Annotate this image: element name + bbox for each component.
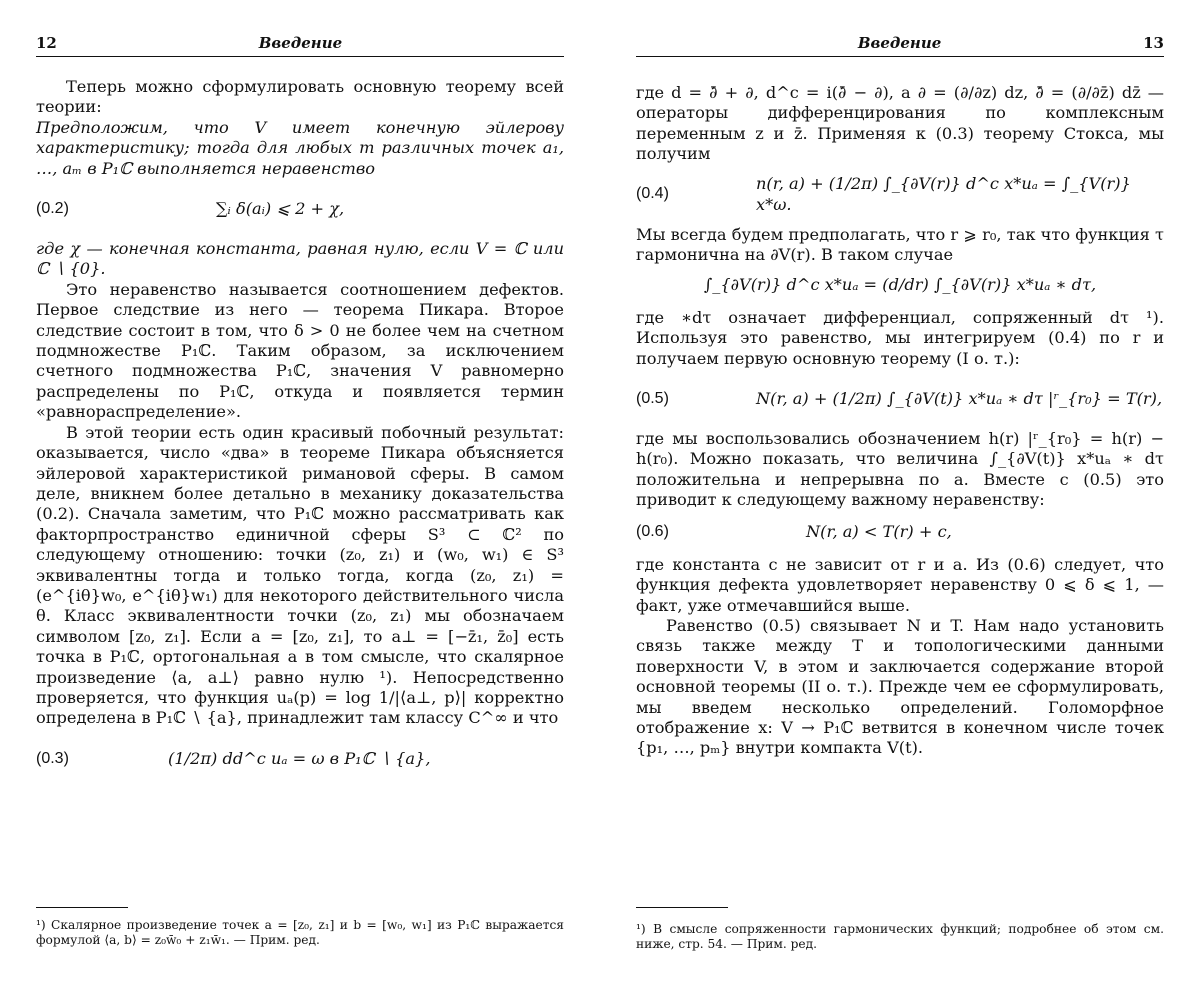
equation-body: n(r, a) + (1/2π) ∫_{∂V(r)} d^c x*uₐ = ∫_{V(r)} x*ω. xyxy=(756,174,1131,214)
equation-0-3 xyxy=(36,733,564,785)
footnote-rule xyxy=(36,907,128,908)
paragraph: где χ — конечная константа, равная нулю, если V = ℂ или ℂ ∖ {0}. xyxy=(36,239,564,279)
left-footnote: ¹) Скалярное произведение точек a = [z₀, z₁] и b = [w₀, w₁] из P₁ℂ выражается формулой ⟨a, b⟩ = z₀w̄₀ + z₁w̄₁. — Прим. ред. xyxy=(36,918,564,947)
right-body xyxy=(636,83,1164,759)
equation-label: (0.5) xyxy=(636,389,669,407)
paragraph: Мы всегда будем предполагать, что r ⩾ r₀, так что функция τ гармонична на ∂V(r). В таком случае xyxy=(636,224,1164,265)
equation-0-6 xyxy=(636,515,1164,551)
paragraph: В этой теории есть один красивый побочный результат: оказывается, число «два» в теореме Пикара объясняется эйлеровой характеристикой римановой сферы. В самом деле, вникнем более детально в механику доказательства (0.2). Сначала заметим, что P₁ℂ можно рассматривать как факторпространство единичной сферы S³ ⊂ ℂ² по следующему отношению: точки (z₀, z₁) и (w₀, w₁) ∈ S³ эквивалентны тогда и только тогда, когда (z₀, z₁) = (e^{iθ}w₀, e^{iθ}w₁) для некоторого действительного числа θ. Класс эквивалентности точки (z₀, z₁) мы обозначаем символом [z₀, z₁]. Если a = [z₀, z₁], то a⊥ = [−z̄₁, z̄₀] есть точка в P₁ℂ, ортогональная a в том смысле, что скалярное произведение ⟨a, a⊥⟩ равно нулю ¹). Непосредственно проверяется, что функция uₐ(p) = log 1/|⟨a⊥, p⟩| корректно определена в P₁ℂ ∖ {a}, принадлежит там классу C^∞ и что xyxy=(36,422,564,728)
equation-body: (1/2π) dd^c uₐ = ω в P₁ℂ ∖ {a}, xyxy=(168,748,431,768)
right-running-title: Введение xyxy=(857,34,942,52)
paragraph: где d = ∂̄ + ∂, d^c = i(∂̄ − ∂), а ∂ = (∂/∂z) dz, ∂̄ = (∂/∂z̄) dz̄ — операторы дифференцирования по комплексным переменным z и z̄. Применяя к (0.3) теорему Стокса, мы получим xyxy=(636,83,1164,164)
right-page xyxy=(600,0,1200,997)
paragraph: Равенство (0.5) связывает N и T. Нам надо установить связь также между T и топологическими данными поверхности V, в этом и заключается содержание второй основной теоремы (II о. т.). Прежде чем ее сформулировать, мы введем несколько определений. Голоморфное отображение x: V → P₁ℂ ветвится в конечном числе точек {p₁, …, pₘ} внутри компакта V(t). xyxy=(636,615,1164,758)
equation-label: (0.6) xyxy=(636,523,669,541)
equation-0-4 xyxy=(636,169,1164,221)
paragraph: где константа c не зависит от r и a. Из (0.6) следует, что функция дефекта удовлетворяет неравенству 0 ⩽ δ ⩽ 1, — факт, уже отмечавшийся выше. xyxy=(636,554,1164,615)
equation-body: ∑ᵢ δ(aᵢ) ⩽ 2 + χ, xyxy=(216,198,345,218)
left-running-header xyxy=(36,30,564,57)
paragraph: Это неравенство называется соотношением дефектов. Первое следствие из него — теорема Пикара. Второе следствие состоит в том, что δ > 0 не более чем на счетном подмножестве P₁ℂ. Таким образом, за исключением счетного подмножества P₁ℂ, значения V равномерно распределены по P₁ℂ, откуда и появляется термин «равнораспределение». xyxy=(36,279,564,422)
display-equation: ∫_{∂V(r)} d^c x*uₐ = (d/dr) ∫_{∂V(r)} x*uₐ ∗ dτ, xyxy=(703,275,1097,295)
equation-0-5 xyxy=(636,373,1164,425)
right-running-header xyxy=(636,30,1164,57)
paragraph: Теперь можно сформулировать основную теорему всей теории: xyxy=(36,77,564,117)
paragraph: где ∗dτ означает дифференциал, сопряженный dτ ¹). Используя это равенство, мы интегрируем (0.4) по r и получаем первую основную теорему (I о. т.): xyxy=(636,307,1164,368)
footnote-rule xyxy=(636,907,728,908)
paragraph: где мы воспользовались обозначением h(r) |ʳ_{r₀} = h(r) − h(r₀). Можно показать, что величина ∫_{∂V(t)} x*uₐ ∗ dτ положительна и непрерывна по a. Вместе с (0.5) это приводит к следующему важному неравенству: xyxy=(636,429,1164,510)
right-page-number: 13 xyxy=(1143,34,1164,52)
left-body xyxy=(36,77,564,785)
equation-label: (0.3) xyxy=(36,749,69,767)
left-page-number: 12 xyxy=(36,34,57,52)
left-running-title: Введение xyxy=(258,34,343,52)
equation-label: (0.2) xyxy=(36,199,69,217)
equation-body: N(r, a) < T(r) + c, xyxy=(806,522,952,542)
equation-0-2 xyxy=(36,183,564,235)
equation-body: N(r, a) + (1/2π) ∫_{∂V(t)} x*uₐ ∗ dτ |ʳ_{r₀} = T(r), xyxy=(756,388,1163,408)
theorem-statement: Предположим, что V имеет конечную эйлерову характеристику; тогда для любых m различных точек a₁, …, aₘ в P₁ℂ выполняется неравенство xyxy=(36,117,564,178)
equation-label: (0.4) xyxy=(636,185,669,203)
right-footnote: ¹) В смысле сопряженности гармонических функций; подробнее об этом см. ниже, стр. 54. — Прим. ред. xyxy=(636,922,1164,951)
